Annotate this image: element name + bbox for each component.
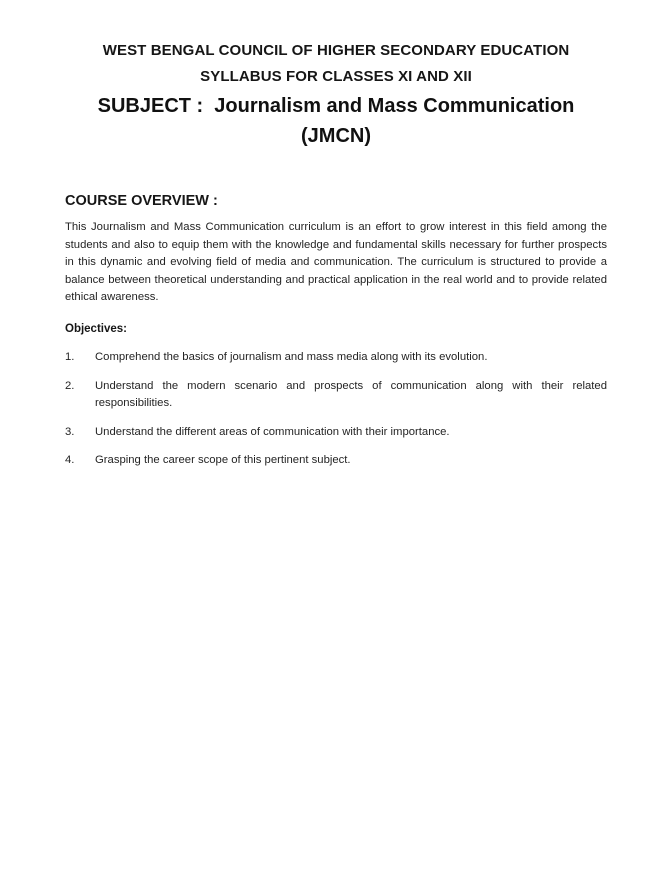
objective-text: Understand the modern scenario and prospects of communication along with their related responsibilities. — [95, 379, 607, 409]
objective-text: Comprehend the basics of journalism and mass media along with its evolution. — [95, 351, 488, 363]
objective-item — [65, 452, 607, 470]
syllabus-subtitle: SYLLABUS FOR CLASSES XI AND XII — [200, 68, 472, 85]
objective-item — [65, 378, 607, 413]
course-overview-paragraph: This Journalism and Mass Communication curriculum is an effort to grow interest in this field among the students and also to equip them with the knowledge and fundamental skills necessary for further prospects in this dynamic and evolving field of media and communication. The curriculum is structured to provide a balance between theoretical understanding and practical application in the real world and to provide related ethical awareness. — [65, 221, 607, 303]
objective-item — [65, 349, 607, 367]
objective-number: 4. — [65, 454, 75, 466]
objective-text: Understand the different areas of communication with their importance. — [95, 425, 450, 438]
subject-title: SUBJECT : Journalism and Mass Communication (JMCN) — [97, 95, 580, 147]
objective-number: 3. — [65, 425, 75, 438]
course-overview-heading: COURSE OVERVIEW : — [65, 193, 218, 209]
objectives-heading: Objectives: — [65, 322, 127, 335]
council-title: WEST BENGAL COUNCIL OF HIGHER SECONDARY EDUCATION — [102, 42, 570, 59]
objective-text: Grasping the career scope of this pertinent subject. — [95, 454, 351, 466]
objective-number: 2. — [65, 379, 75, 392]
objectives-list — [65, 349, 607, 470]
objective-item — [65, 424, 607, 442]
objective-number: 1. — [65, 351, 75, 363]
document-header — [65, 38, 607, 151]
